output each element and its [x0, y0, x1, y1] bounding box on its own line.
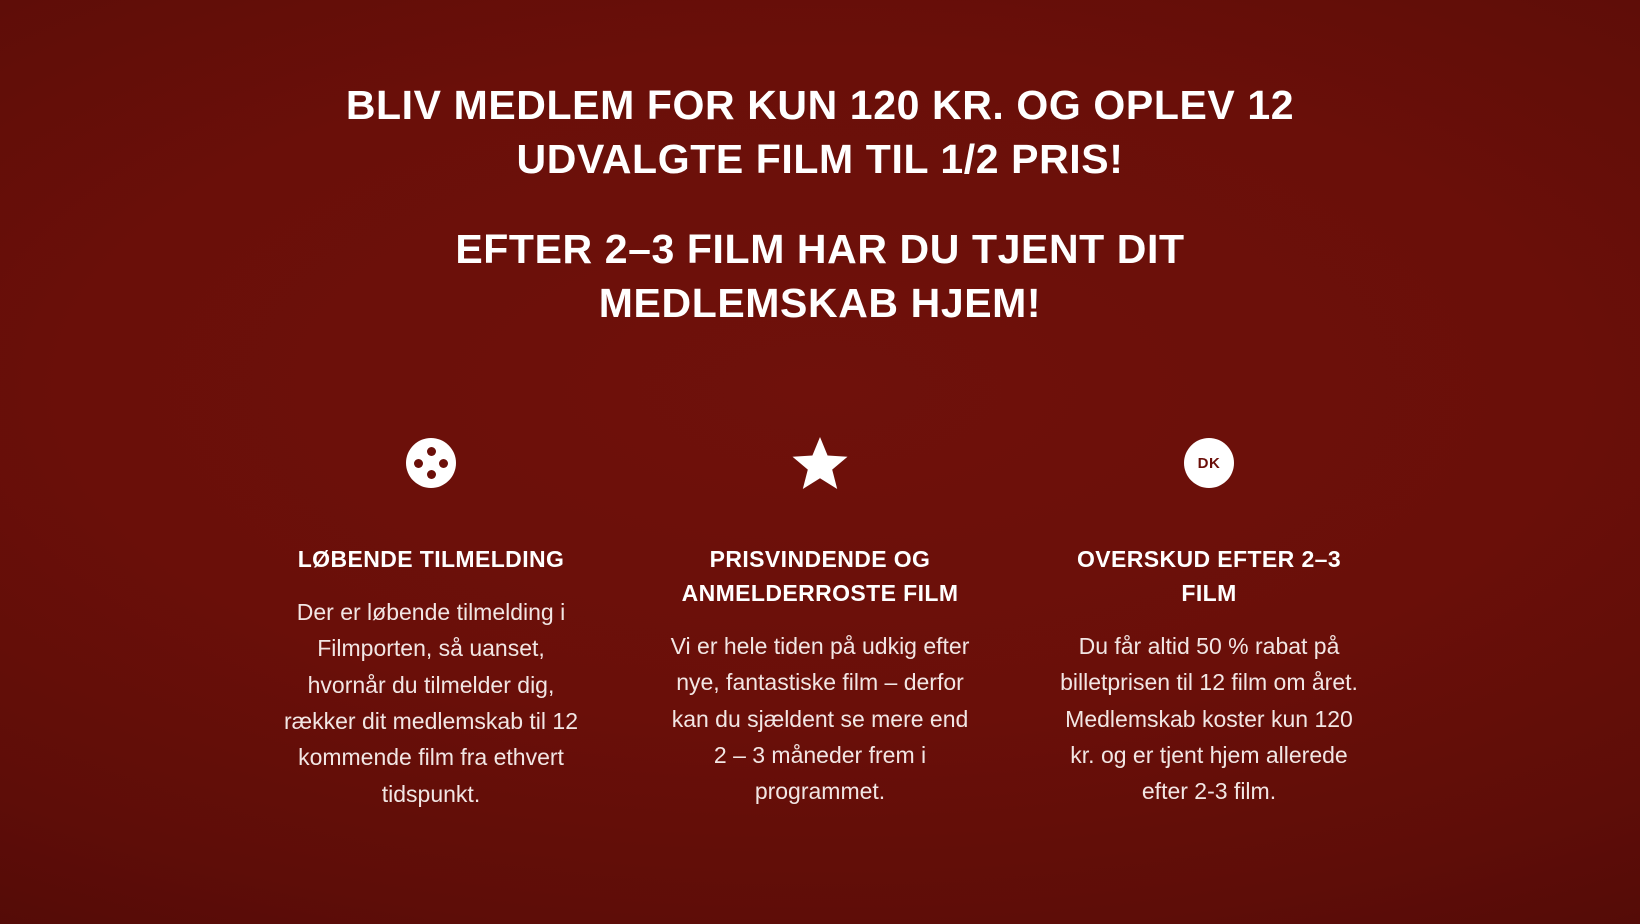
feature-column-loebende-tilmelding — [259, 430, 604, 812]
feature-body: Der er løbende tilmelding i Filmporten, så uanset, hvornår du tilmelder dig, rækker dit medlemskab til 12 kommende film fra ethvert tidspunkt. — [284, 599, 578, 807]
star-icon — [792, 436, 848, 490]
hero-heading-block — [0, 0, 1640, 330]
feature-column-overskud-film — [1037, 430, 1382, 810]
dk-badge-icon — [1184, 438, 1234, 488]
feature-body: Vi er hele tiden på udkig efter nye, fantastiske film – derfor kan du sjældent se mere end 2 – 3 måneder frem i programmet. — [670, 633, 970, 805]
feature-icon-slot — [1037, 430, 1382, 496]
feature-icon-slot — [259, 430, 604, 496]
feature-title: PRISVINDENDE OG ANMELDERROSTE FILM — [681, 546, 959, 607]
page-subtitle: EFTER 2–3 FILM HAR DU TJENT DIT MEDLEMSKAB HJEM! — [455, 226, 1185, 327]
feature-title: LØBENDE TILMELDING — [297, 546, 565, 572]
film-reel-icon — [406, 438, 456, 488]
feature-columns — [0, 430, 1640, 812]
feature-body: Du får altid 50 % rabat på billetprisen til 12 film om året. Medlemskab koster kun 120 kr. og er tjent hjem allerede efter 2-3 film. — [1060, 633, 1358, 805]
feature-icon-slot — [648, 430, 993, 496]
feature-column-prisvindende-film — [648, 430, 993, 810]
dk-badge-label: DK — [1197, 454, 1221, 472]
feature-title: OVERSKUD EFTER 2–3 FILM — [1076, 546, 1342, 607]
page-title: BLIV MEDLEM FOR KUN 120 KR. OG OPLEV 12 UDVALGTE FILM TIL 1/2 PRIS! — [345, 82, 1295, 183]
